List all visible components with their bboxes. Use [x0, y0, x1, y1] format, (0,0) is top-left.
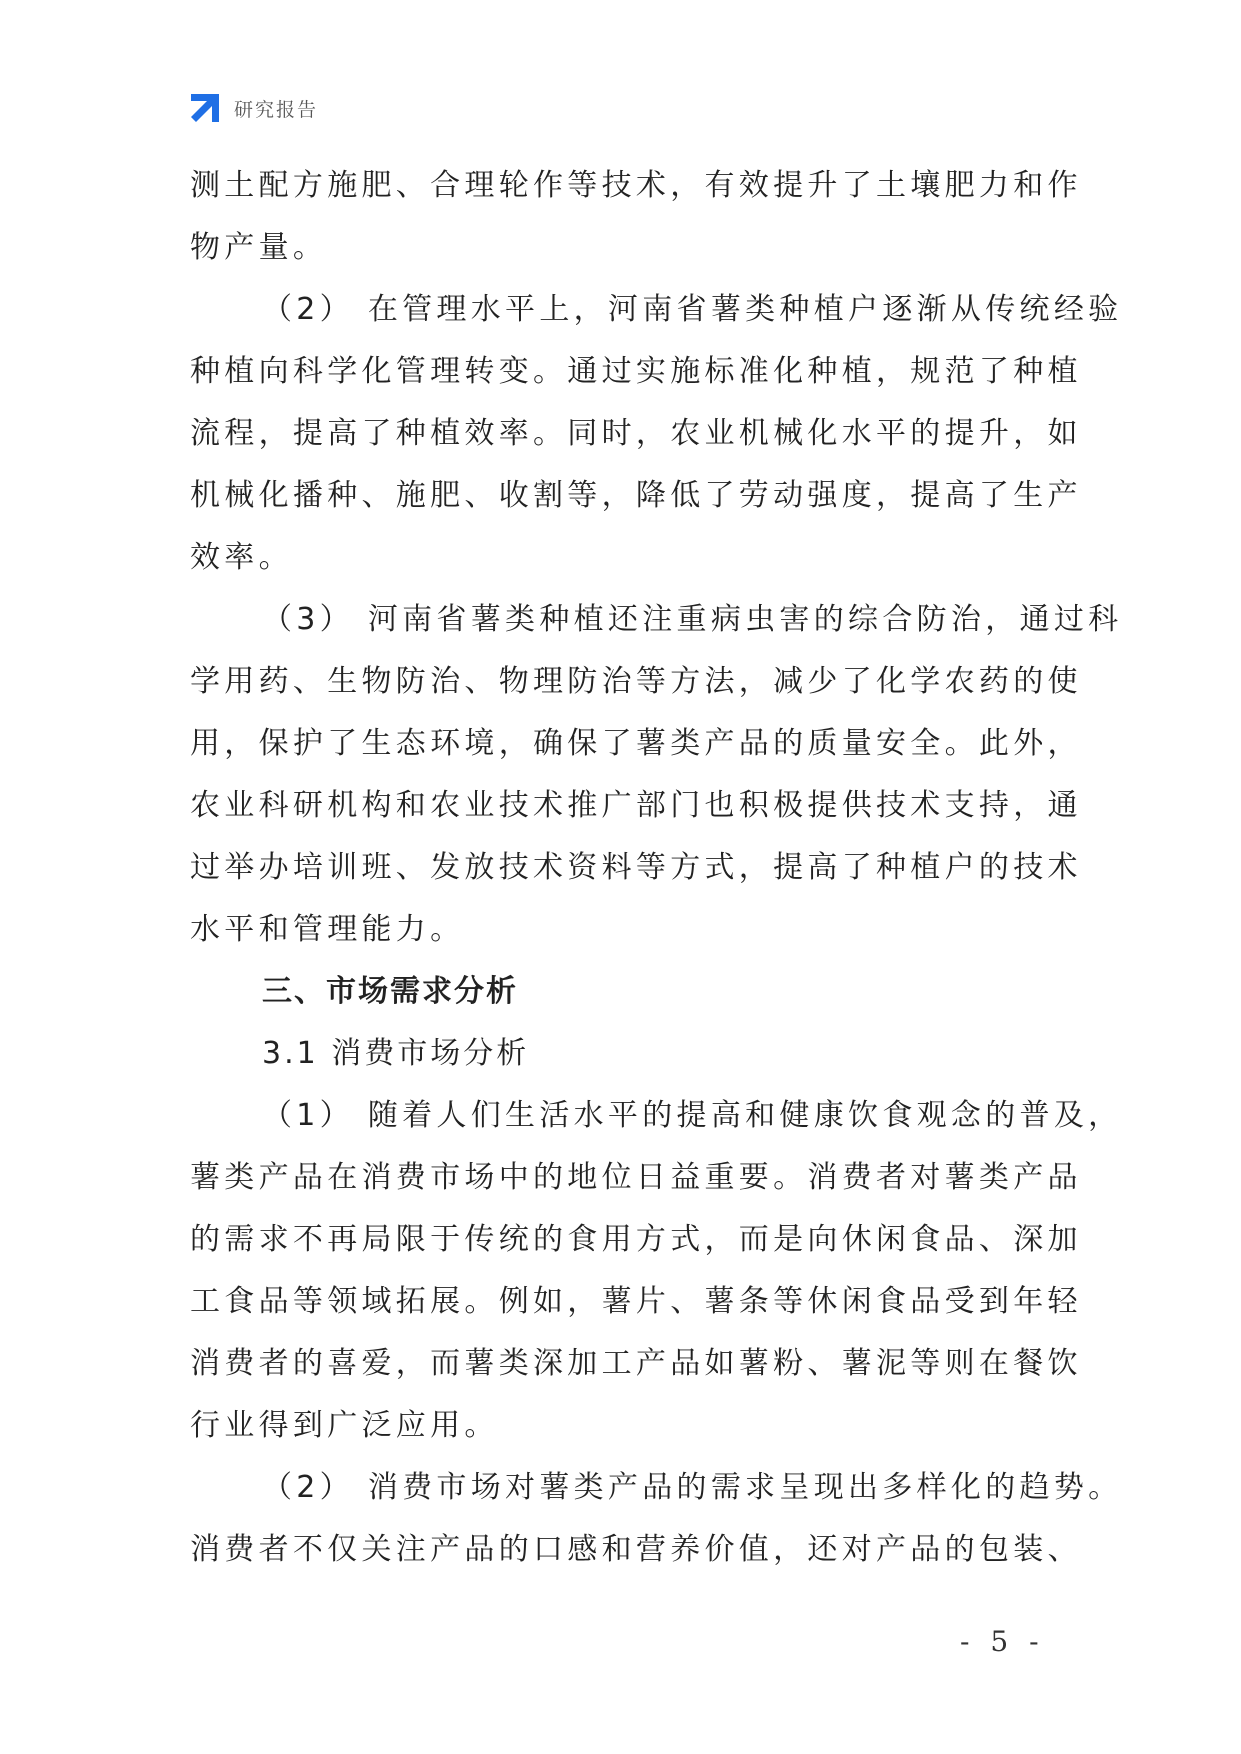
- body-line: 消费者的喜爱，而薯类深加工产品如薯粉、薯泥等则在餐饮: [190, 1346, 1082, 1381]
- body-line: 机械化播种、施肥、收割等，降低了劳动强度，提高了生产: [190, 478, 1082, 513]
- paragraph-start-line: （3） 河南省薯类种植还注重病虫害的综合防治，通过科: [262, 602, 1123, 637]
- body-line: 农业科研机构和农业技术推广部门也积极提供技术支持，通: [190, 788, 1082, 823]
- body-line: 用，保护了生态环境，确保了薯类产品的质量安全。此外，: [190, 726, 1082, 761]
- body-line: 学用药、生物防治、物理防治等方法，减少了化学农药的使: [190, 664, 1082, 699]
- body-line: 的需求不再局限于传统的食用方式，而是向休闲食品、深加: [190, 1222, 1082, 1257]
- paragraph-start-line: （1） 随着人们生活水平的提高和健康饮食观念的普及，: [262, 1098, 1123, 1133]
- body-line: 种植向科学化管理转变。通过实施标准化种植，规范了种植: [190, 354, 1082, 389]
- paragraph-start-line: （2） 消费市场对薯类产品的需求呈现出多样化的趋势。: [262, 1470, 1123, 1505]
- body-line: 过举办培训班、发放技术资料等方式，提高了种植户的技术: [190, 850, 1082, 885]
- body-line: 水平和管理能力。: [190, 912, 465, 947]
- body-line: 行业得到广泛应用。: [190, 1408, 499, 1443]
- page-number: - 5 -: [960, 1625, 1045, 1658]
- brand-arrow-icon: [188, 91, 222, 125]
- document-body: [190, 155, 1123, 1581]
- body-line: 测土配方施肥、合理轮作等技术，有效提升了土壤肥力和作: [190, 168, 1082, 203]
- body-line: 消费者不仅关注产品的口感和营养价值，还对产品的包装、: [190, 1532, 1082, 1567]
- subsection-heading: 3.1 消费市场分析: [262, 1036, 530, 1071]
- header-title: 研究报告: [234, 98, 319, 121]
- section-heading: 三、市场需求分析: [262, 974, 518, 1009]
- body-line: 效率。: [190, 540, 293, 575]
- body-line: 工食品等领域拓展。例如，薯片、薯条等休闲食品受到年轻: [190, 1284, 1082, 1319]
- paragraph-start-line: （2） 在管理水平上，河南省薯类种植户逐渐从传统经验: [262, 292, 1123, 327]
- report-header: [188, 90, 318, 126]
- body-line: 流程，提高了种植效率。同时，农业机械化水平的提升，如: [190, 416, 1082, 451]
- body-line: 薯类产品在消费市场中的地位日益重要。消费者对薯类产品: [190, 1160, 1082, 1195]
- body-line: 物产量。: [190, 230, 328, 265]
